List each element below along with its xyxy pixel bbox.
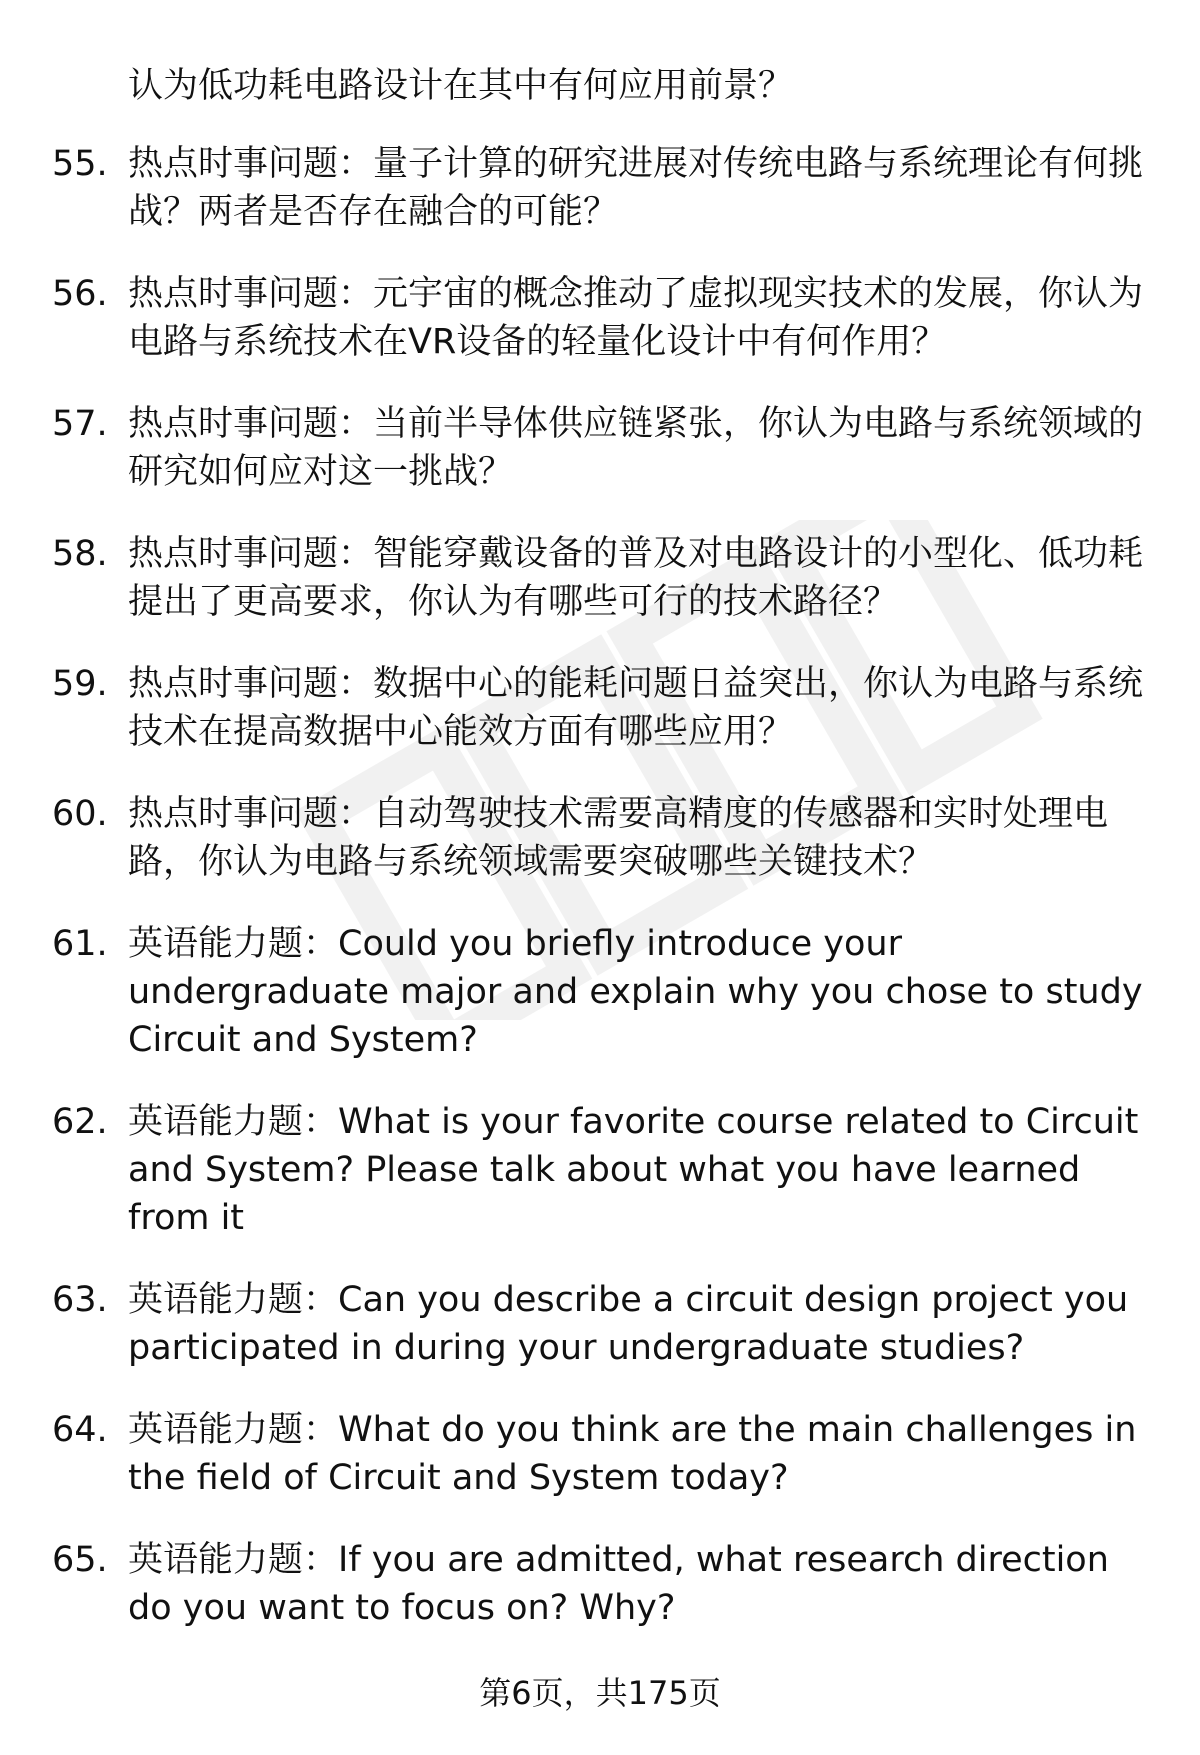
question-body: 量子计算的研究进展对传统电路与系统理论有何挑战？两者是否存在融合的可能？ [128, 144, 1144, 232]
page-number-text: 第6页，共175页 [479, 1674, 721, 1712]
question-item [52, 920, 1152, 1064]
question-item [52, 1536, 1152, 1632]
question-text [128, 1536, 1152, 1632]
question-item [52, 1098, 1152, 1242]
page-footer [0, 1672, 1200, 1714]
question-body: 自动驾驶技术需要高精度的传感器和实时处理电路，你认为电路与系统领域需要突破哪些关键技术？ [128, 794, 1109, 882]
question-number: 59. [52, 664, 108, 704]
question-text [128, 1098, 1152, 1242]
question-body: What do you think are the main challenges in the field of Circuit and System today? [128, 1410, 1137, 1498]
question-text [128, 660, 1152, 756]
question-category: 英语能力题： [128, 1102, 339, 1142]
question-item [52, 400, 1152, 496]
question-category: 热点时事问题： [128, 144, 374, 184]
question-text [128, 920, 1152, 1064]
question-text [128, 530, 1152, 626]
question-item [52, 660, 1152, 756]
question-item [52, 270, 1152, 366]
question-number: 56. [52, 274, 108, 314]
question-category: 英语能力题： [128, 1280, 339, 1320]
question-body: If you are admitted, what research direction do you want to focus on? Why? [128, 1540, 1109, 1628]
question-number: 62. [52, 1102, 108, 1142]
question-category: 热点时事问题： [128, 794, 374, 834]
question-category: 英语能力题： [128, 924, 339, 964]
question-text [128, 790, 1152, 886]
question-text [128, 1276, 1152, 1372]
question-body: 元宇宙的概念推动了虚拟现实技术的发展，你认为电路与系统技术在VR设备的轻量化设计中有何作用？ [128, 274, 1144, 362]
question-number: 57. [52, 404, 108, 444]
question-category: 热点时事问题： [128, 274, 374, 314]
question-category: 英语能力题： [128, 1540, 339, 1580]
question-body: 智能穿戴设备的普及对电路设计的小型化、低功耗提出了更高要求，你认为有哪些可行的技术路径？ [128, 534, 1144, 622]
question-number: 58. [52, 534, 108, 574]
question-number: 60. [52, 794, 108, 834]
question-text [128, 1406, 1152, 1502]
question-text [128, 400, 1152, 496]
question-category: 英语能力题： [128, 1410, 339, 1450]
question-item [52, 1406, 1152, 1502]
continuation-text: 认为低功耗电路设计在其中有何应用前景？ [128, 66, 794, 106]
question-body: What is your favorite course related to Circuit and System? Please talk about what you have learned from it [128, 1102, 1139, 1238]
question-number: 55. [52, 144, 108, 184]
question-body: 当前半导体供应链紧张，你认为电路与系统领域的研究如何应对这一挑战？ [128, 404, 1144, 492]
question-item [52, 140, 1152, 236]
question-body: 数据中心的能耗问题日益突出，你认为电路与系统技术在提高数据中心能效方面有哪些应用？ [128, 664, 1144, 752]
question-number: 63. [52, 1280, 108, 1320]
question-item [52, 1276, 1152, 1372]
question-body: Could you briefly introduce your undergraduate major and explain why you chose to study Circuit and System? [128, 924, 1143, 1060]
question-category: 热点时事问题： [128, 534, 374, 574]
question-category: 热点时事问题： [128, 404, 374, 444]
question-content [52, 62, 1152, 1666]
question-body: Can you describe a circuit design project you participated in during your undergraduate studies? [128, 1280, 1129, 1368]
question-item [52, 790, 1152, 886]
question-item [52, 530, 1152, 626]
question-number: 64. [52, 1410, 108, 1450]
question-number: 61. [52, 924, 108, 964]
question-list [52, 140, 1152, 1632]
question-category: 热点时事问题： [128, 664, 374, 704]
question-text [128, 140, 1152, 236]
question-text [128, 270, 1152, 366]
question-number: 65. [52, 1540, 108, 1580]
